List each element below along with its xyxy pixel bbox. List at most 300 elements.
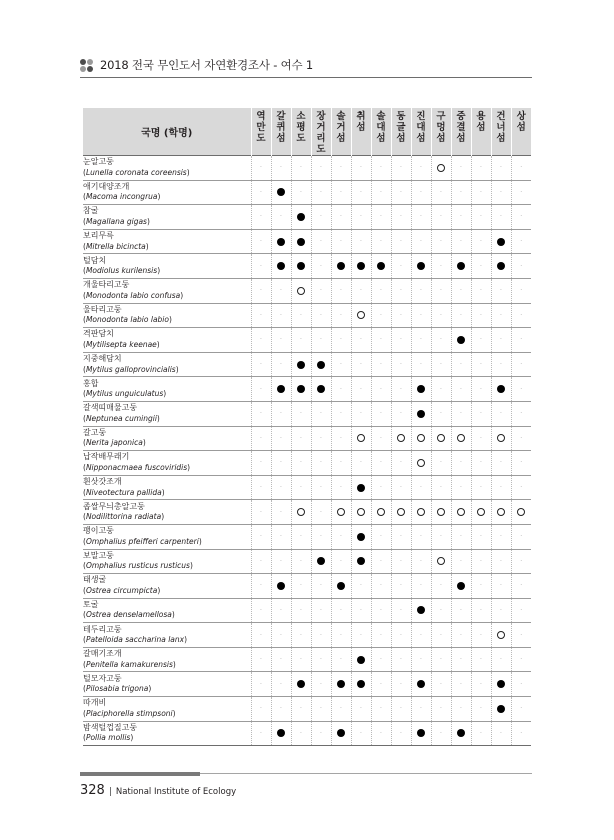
empty-dot: · — [420, 287, 422, 295]
presence-cell — [391, 721, 411, 746]
empty-dot: · — [400, 410, 402, 418]
empty-dot: · — [440, 287, 442, 295]
empty-dot: · — [440, 631, 442, 639]
empty-dot: · — [500, 484, 502, 492]
scientific-name-italic: Mytilus unguiculatus — [85, 389, 164, 399]
presence-cell — [411, 721, 431, 746]
empty-dot: · — [460, 606, 462, 614]
species-korean-name: 울타리고둥 — [83, 304, 122, 314]
filled-circle-icon — [337, 262, 345, 270]
presence-cell — [451, 377, 471, 402]
filled-circle-icon — [277, 385, 285, 393]
presence-cell — [471, 524, 491, 549]
island-header-label: 상 섬 — [516, 111, 526, 133]
presence-cell — [251, 500, 271, 525]
empty-dot: · — [400, 606, 402, 614]
presence-cell — [411, 254, 431, 279]
table-row — [83, 524, 531, 549]
presence-cell — [271, 549, 291, 574]
presence-cell — [311, 156, 331, 181]
empty-dot: · — [440, 188, 442, 196]
presence-cell — [391, 352, 411, 377]
scientific-name-italic: Niveotectura pallida — [85, 487, 162, 497]
presence-cell — [451, 451, 471, 476]
presence-cell — [271, 401, 291, 426]
empty-dot: · — [320, 164, 322, 172]
empty-dot: · — [480, 459, 482, 467]
empty-dot: · — [520, 459, 523, 467]
empty-dot: · — [380, 484, 382, 492]
island-header-label: 소 평 도 — [296, 111, 306, 144]
island-header-10 — [451, 108, 471, 156]
presence-cell — [411, 205, 431, 230]
empty-dot: · — [360, 361, 362, 369]
open-circle-icon — [297, 287, 305, 295]
empty-dot: · — [440, 680, 442, 688]
filled-circle-icon — [457, 262, 465, 270]
empty-dot: · — [380, 164, 382, 172]
filled-circle-icon — [297, 238, 305, 246]
presence-cell — [451, 623, 471, 648]
empty-dot: · — [480, 484, 482, 492]
species-korean-name: 납작배무래기 — [83, 452, 130, 462]
empty-dot: · — [480, 311, 482, 319]
presence-cell — [291, 475, 311, 500]
empty-dot: · — [360, 188, 362, 196]
presence-cell — [431, 598, 451, 623]
species-distribution-table — [83, 108, 531, 746]
empty-dot: · — [260, 680, 262, 688]
presence-cell — [371, 254, 391, 279]
presence-cell — [291, 623, 311, 648]
presence-cell — [391, 598, 411, 623]
scientific-name-italic: Mytilisepta keenae — [85, 339, 157, 349]
empty-dot: · — [260, 656, 262, 664]
presence-cell — [391, 574, 411, 599]
presence-cell — [291, 721, 311, 746]
empty-dot: · — [520, 434, 523, 442]
presence-cell — [411, 549, 431, 574]
species-name-cell — [83, 672, 251, 697]
presence-cell — [331, 377, 351, 402]
empty-dot: · — [500, 336, 502, 344]
presence-cell — [311, 500, 331, 525]
species-name-cell — [83, 377, 251, 402]
presence-cell — [491, 500, 511, 525]
presence-cell — [411, 598, 431, 623]
empty-dot: · — [340, 631, 342, 639]
filled-circle-icon — [297, 680, 305, 688]
presence-cell — [291, 303, 311, 328]
presence-cell — [311, 598, 331, 623]
presence-cell — [271, 647, 291, 672]
empty-dot: · — [400, 311, 402, 319]
empty-dot: · — [520, 656, 523, 664]
presence-cell — [351, 623, 371, 648]
presence-cell — [391, 254, 411, 279]
presence-cell — [271, 451, 291, 476]
presence-cell — [271, 377, 291, 402]
empty-dot: · — [320, 410, 322, 418]
table-row — [83, 697, 531, 722]
empty-dot: · — [380, 656, 382, 664]
scientific-name-italic: Pollia mollis — [85, 733, 131, 743]
empty-dot: · — [520, 238, 523, 246]
empty-dot: · — [380, 311, 382, 319]
open-circle-icon — [457, 434, 465, 442]
presence-cell — [311, 328, 331, 353]
island-header-9 — [431, 108, 451, 156]
scientific-name-italic: Monodonta labio labio — [85, 315, 169, 325]
empty-dot: · — [440, 361, 442, 369]
species-name-cell — [83, 524, 251, 549]
empty-dot: · — [320, 238, 322, 246]
empty-dot: · — [400, 164, 402, 172]
table-row — [83, 721, 531, 746]
empty-dot: · — [460, 680, 462, 688]
empty-dot: · — [280, 557, 282, 565]
presence-cell — [491, 278, 511, 303]
presence-cell — [331, 205, 351, 230]
empty-dot: · — [400, 188, 402, 196]
filled-circle-icon — [417, 680, 425, 688]
empty-dot: · — [480, 705, 482, 713]
empty-dot: · — [280, 680, 282, 688]
species-korean-name: 애기대양조개 — [83, 181, 130, 191]
empty-dot: · — [260, 459, 262, 467]
species-scientific-name: (Modiolus kurilensis) — [83, 266, 161, 276]
presence-cell — [251, 623, 271, 648]
presence-cell — [471, 721, 491, 746]
empty-dot: · — [260, 287, 262, 295]
empty-dot: · — [260, 705, 262, 713]
presence-cell — [471, 500, 491, 525]
empty-dot: · — [480, 361, 482, 369]
presence-cell — [251, 156, 271, 181]
presence-cell — [291, 574, 311, 599]
presence-cell — [411, 156, 431, 181]
presence-cell — [411, 426, 431, 451]
empty-dot: · — [300, 434, 302, 442]
presence-cell — [511, 598, 531, 623]
empty-dot: · — [520, 729, 523, 737]
species-korean-name: 팽이고둥 — [83, 526, 114, 536]
empty-dot: · — [260, 385, 262, 393]
empty-dot: · — [380, 434, 382, 442]
empty-dot: · — [300, 533, 302, 541]
presence-cell — [371, 721, 391, 746]
filled-circle-icon — [337, 582, 345, 590]
empty-dot: · — [460, 656, 462, 664]
table-row — [83, 598, 531, 623]
empty-dot: · — [360, 287, 362, 295]
empty-dot: · — [300, 410, 302, 418]
presence-cell — [431, 156, 451, 181]
filled-circle-icon — [297, 361, 305, 369]
presence-cell — [371, 524, 391, 549]
table-row — [83, 278, 531, 303]
presence-cell — [451, 278, 471, 303]
filled-circle-icon — [497, 238, 505, 246]
presence-cell — [451, 328, 471, 353]
presence-cell — [351, 672, 371, 697]
empty-dot: · — [480, 213, 482, 221]
island-header-7 — [391, 108, 411, 156]
presence-cell — [271, 475, 291, 500]
species-name-cell — [83, 328, 251, 353]
presence-cell — [411, 672, 431, 697]
presence-cell — [291, 328, 311, 353]
empty-dot: · — [440, 311, 442, 319]
empty-dot: · — [480, 557, 482, 565]
presence-cell — [311, 647, 331, 672]
presence-cell — [371, 180, 391, 205]
presence-cell — [251, 328, 271, 353]
empty-dot: · — [400, 557, 402, 565]
presence-cell — [251, 303, 271, 328]
presence-cell — [511, 254, 531, 279]
empty-dot: · — [460, 631, 462, 639]
presence-cell — [291, 205, 311, 230]
empty-dot: · — [440, 533, 442, 541]
empty-dot: · — [300, 606, 302, 614]
empty-dot: · — [260, 557, 262, 565]
species-korean-name: 갈고둥 — [83, 427, 107, 437]
presence-cell — [491, 475, 511, 500]
empty-dot: · — [300, 729, 302, 737]
footer-separator: | — [108, 787, 112, 797]
empty-dot: · — [500, 410, 502, 418]
empty-dot: · — [440, 336, 442, 344]
empty-dot: · — [280, 606, 282, 614]
empty-dot: · — [360, 164, 362, 172]
presence-cell — [451, 672, 471, 697]
presence-cell — [391, 205, 411, 230]
empty-dot: · — [400, 262, 402, 270]
scientific-name-italic: Macoma incongrua — [85, 192, 158, 202]
presence-cell — [291, 229, 311, 254]
species-scientific-name: (Magallana gigas) — [83, 216, 150, 226]
presence-cell — [511, 475, 531, 500]
species-scientific-name: (Nipponacmaea fuscoviridis) — [83, 462, 191, 472]
empty-dot: · — [360, 213, 362, 221]
table-row — [83, 647, 531, 672]
filled-circle-icon — [337, 729, 345, 737]
empty-dot: · — [420, 336, 422, 344]
presence-cell — [471, 328, 491, 353]
species-korean-name: 참굴 — [83, 206, 99, 216]
presence-cell — [491, 623, 511, 648]
species-scientific-name: (Penitella kamakurensis) — [83, 659, 176, 669]
empty-dot: · — [420, 188, 422, 196]
presence-cell — [411, 623, 431, 648]
empty-dot: · — [260, 606, 262, 614]
scientific-name-italic: Nerita japonica — [85, 438, 143, 448]
empty-dot: · — [320, 656, 322, 664]
presence-cell — [431, 451, 451, 476]
empty-dot: · — [320, 213, 322, 221]
empty-dot: · — [280, 484, 282, 492]
presence-cell — [491, 647, 511, 672]
empty-dot: · — [520, 287, 523, 295]
presence-cell — [511, 229, 531, 254]
presence-cell — [431, 574, 451, 599]
island-header-1 — [271, 108, 291, 156]
empty-dot: · — [260, 484, 262, 492]
open-circle-icon — [417, 459, 425, 467]
presence-cell — [351, 352, 371, 377]
presence-cell — [491, 574, 511, 599]
species-name-cell — [83, 229, 251, 254]
four-dot-logo-icon — [80, 59, 93, 72]
presence-cell — [491, 549, 511, 574]
presence-cell — [431, 475, 451, 500]
presence-cell — [331, 229, 351, 254]
presence-cell — [431, 401, 451, 426]
presence-cell — [251, 229, 271, 254]
empty-dot: · — [420, 164, 422, 172]
empty-dot: · — [440, 582, 442, 590]
presence-cell — [491, 721, 511, 746]
presence-cell — [491, 697, 511, 722]
empty-dot: · — [460, 459, 462, 467]
presence-cell — [331, 328, 351, 353]
species-name-cell — [83, 623, 251, 648]
presence-cell — [491, 156, 511, 181]
empty-dot: · — [320, 311, 322, 319]
presence-cell — [291, 500, 311, 525]
presence-cell — [291, 180, 311, 205]
species-name-cell — [83, 451, 251, 476]
empty-dot: · — [420, 656, 422, 664]
presence-cell — [371, 401, 391, 426]
filled-circle-icon — [357, 484, 365, 492]
presence-cell — [371, 278, 391, 303]
species-scientific-name: (Patelloida saccharina lanx) — [83, 635, 188, 645]
filled-circle-icon — [357, 680, 365, 688]
empty-dot: · — [380, 287, 382, 295]
presence-cell — [291, 426, 311, 451]
presence-cell — [511, 574, 531, 599]
presence-cell — [471, 278, 491, 303]
empty-dot: · — [400, 656, 402, 664]
empty-dot: · — [420, 238, 422, 246]
presence-cell — [451, 500, 471, 525]
empty-dot: · — [400, 484, 402, 492]
species-name-cell — [83, 549, 251, 574]
empty-dot: · — [340, 705, 342, 713]
empty-dot: · — [280, 459, 282, 467]
open-circle-icon — [497, 631, 505, 639]
filled-circle-icon — [317, 361, 325, 369]
empty-dot: · — [440, 705, 442, 713]
empty-dot: · — [380, 213, 382, 221]
island-header-label: 건 너 섬 — [496, 111, 506, 144]
presence-cell — [311, 574, 331, 599]
footer-divider — [200, 773, 532, 774]
empty-dot: · — [380, 680, 382, 688]
empty-dot: · — [320, 582, 322, 590]
empty-dot: · — [440, 385, 442, 393]
empty-dot: · — [440, 729, 442, 737]
empty-dot: · — [340, 213, 342, 221]
empty-dot: · — [400, 238, 402, 246]
presence-cell — [271, 598, 291, 623]
presence-cell — [471, 549, 491, 574]
presence-cell — [511, 180, 531, 205]
presence-cell — [331, 574, 351, 599]
island-header-label: 용 섬 — [476, 111, 486, 133]
scientific-name-italic: Monodonta labio confusa — [85, 290, 181, 300]
empty-dot: · — [480, 410, 482, 418]
empty-dot: · — [260, 336, 262, 344]
presence-cell — [431, 623, 451, 648]
empty-dot: · — [420, 361, 422, 369]
species-scientific-name: (Pilosabia trigona) — [83, 684, 152, 694]
presence-cell — [411, 278, 431, 303]
empty-dot: · — [460, 188, 462, 196]
empty-dot: · — [380, 729, 382, 737]
empty-dot: · — [360, 238, 362, 246]
empty-dot: · — [520, 606, 523, 614]
filled-circle-icon — [337, 680, 345, 688]
empty-dot: · — [360, 410, 362, 418]
scientific-name-italic: Placiphorella stimpsoni — [85, 708, 173, 718]
presence-cell — [311, 401, 331, 426]
presence-cell — [371, 549, 391, 574]
empty-dot: · — [280, 533, 282, 541]
presence-cell — [331, 451, 351, 476]
empty-dot: · — [460, 361, 462, 369]
table-row — [83, 303, 531, 328]
empty-dot: · — [460, 311, 462, 319]
presence-cell — [431, 721, 451, 746]
empty-dot: · — [300, 557, 302, 565]
species-name-cell — [83, 180, 251, 205]
presence-cell — [511, 524, 531, 549]
presence-cell — [251, 574, 271, 599]
filled-circle-icon — [417, 606, 425, 614]
presence-cell — [371, 475, 391, 500]
presence-cell — [271, 229, 291, 254]
empty-dot: · — [440, 238, 442, 246]
empty-dot: · — [340, 164, 342, 172]
presence-cell — [511, 401, 531, 426]
empty-dot: · — [300, 582, 302, 590]
species-korean-name: 테두리고둥 — [83, 624, 122, 634]
filled-circle-icon — [457, 582, 465, 590]
empty-dot: · — [300, 336, 302, 344]
presence-cell — [271, 180, 291, 205]
empty-dot: · — [400, 213, 402, 221]
presence-cell — [451, 352, 471, 377]
presence-cell — [471, 574, 491, 599]
species-korean-name: 밤색털껍질고둥 — [83, 722, 138, 732]
empty-dot: · — [500, 533, 502, 541]
filled-circle-icon — [357, 533, 365, 541]
presence-cell — [251, 254, 271, 279]
presence-cell — [491, 524, 511, 549]
empty-dot: · — [340, 311, 342, 319]
empty-dot: · — [380, 385, 382, 393]
presence-cell — [291, 451, 311, 476]
scientific-name-italic: Lunella coronata coreensis — [85, 167, 187, 177]
empty-dot: · — [320, 729, 322, 737]
presence-cell — [491, 401, 511, 426]
empty-dot: · — [320, 188, 322, 196]
presence-cell — [451, 303, 471, 328]
presence-cell — [371, 574, 391, 599]
